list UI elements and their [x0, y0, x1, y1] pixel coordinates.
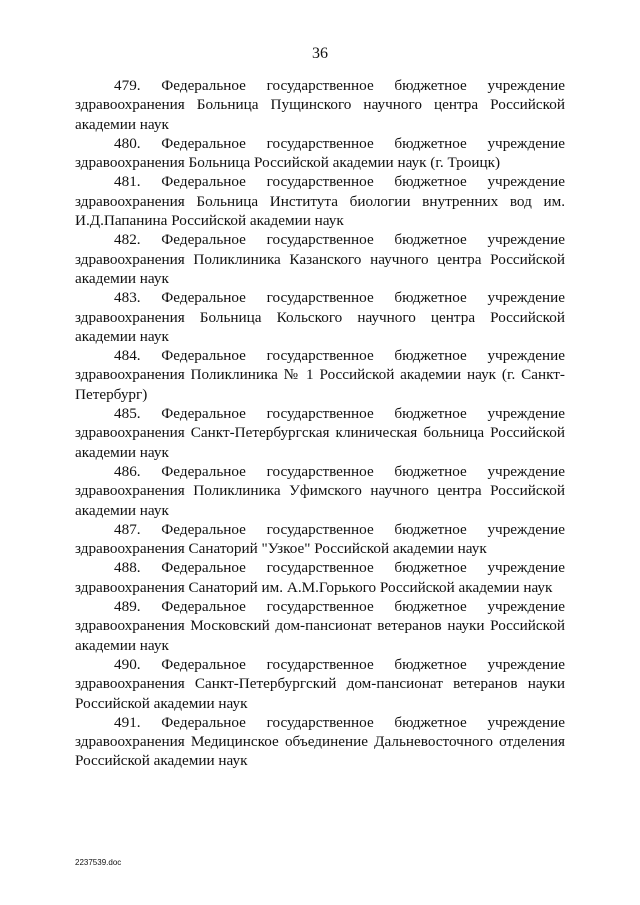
list-item: 488. Федеральное государственное бюджетное учреждение здравоохранения Санаторий им. А.М.Горького Российской академии наук — [75, 559, 565, 596]
list-item: 487. Федеральное государственное бюджетное учреждение здравоохранения Санаторий "Узкое" Российской академии наук — [75, 520, 565, 558]
list-item: 482. Федеральное государственное бюджетное учреждение здравоохранения Поликлиника Казанского научного центра Российской академии наук — [75, 231, 565, 287]
list-item: 480. Федеральное государственное бюджетное учреждение здравоохранения Больница Российской академии наук (г. Троицк) — [75, 134, 565, 172]
list-item: 486. Федеральное государственное бюджетное учреждение здравоохранения Поликлиника Уфимского научного центра Российской академии наук — [75, 462, 565, 519]
list-item: 481. Федеральное государственное бюджетное учреждение здравоохранения Больница Института биологии внутренних вод им. И.Д.Папанина Российской академии наук — [75, 173, 565, 230]
list-item: 483. Федеральное государственное бюджетное учреждение здравоохранения Больница Кольского научного центра Российской академии наук — [75, 289, 565, 345]
list-item: 485. Федеральное государственное бюджетное учреждение здравоохранения Санкт-Петербургская клиническая больница Российской академии наук — [75, 405, 565, 461]
list-item: 484. Федеральное государственное бюджетное учреждение здравоохранения Поликлиника № 1 Российской академии наук (г. Санкт-Петербург) — [75, 347, 565, 403]
item-list — [75, 76, 565, 771]
footer-doc-code: 2237539.doc — [75, 858, 122, 867]
list-item: 479. Федеральное государственное бюджетное учреждение здравоохранения Больница Пущинского научного центра Российской академии наук — [75, 77, 565, 133]
page-number: 36 — [312, 45, 328, 62]
list-item: 491. Федеральное государственное бюджетное учреждение здравоохранения Медицинское объединение Дальневосточного отделения Российской академии наук — [75, 713, 565, 770]
list-item: 489. Федеральное государственное бюджетное учреждение здравоохранения Московский дом-пансионат ветеранов науки Российской академии наук — [75, 598, 565, 654]
list-item: 490. Федеральное государственное бюджетное учреждение здравоохранения Санкт-Петербургский дом-пансионат ветеранов науки Российской академии наук — [75, 655, 565, 712]
